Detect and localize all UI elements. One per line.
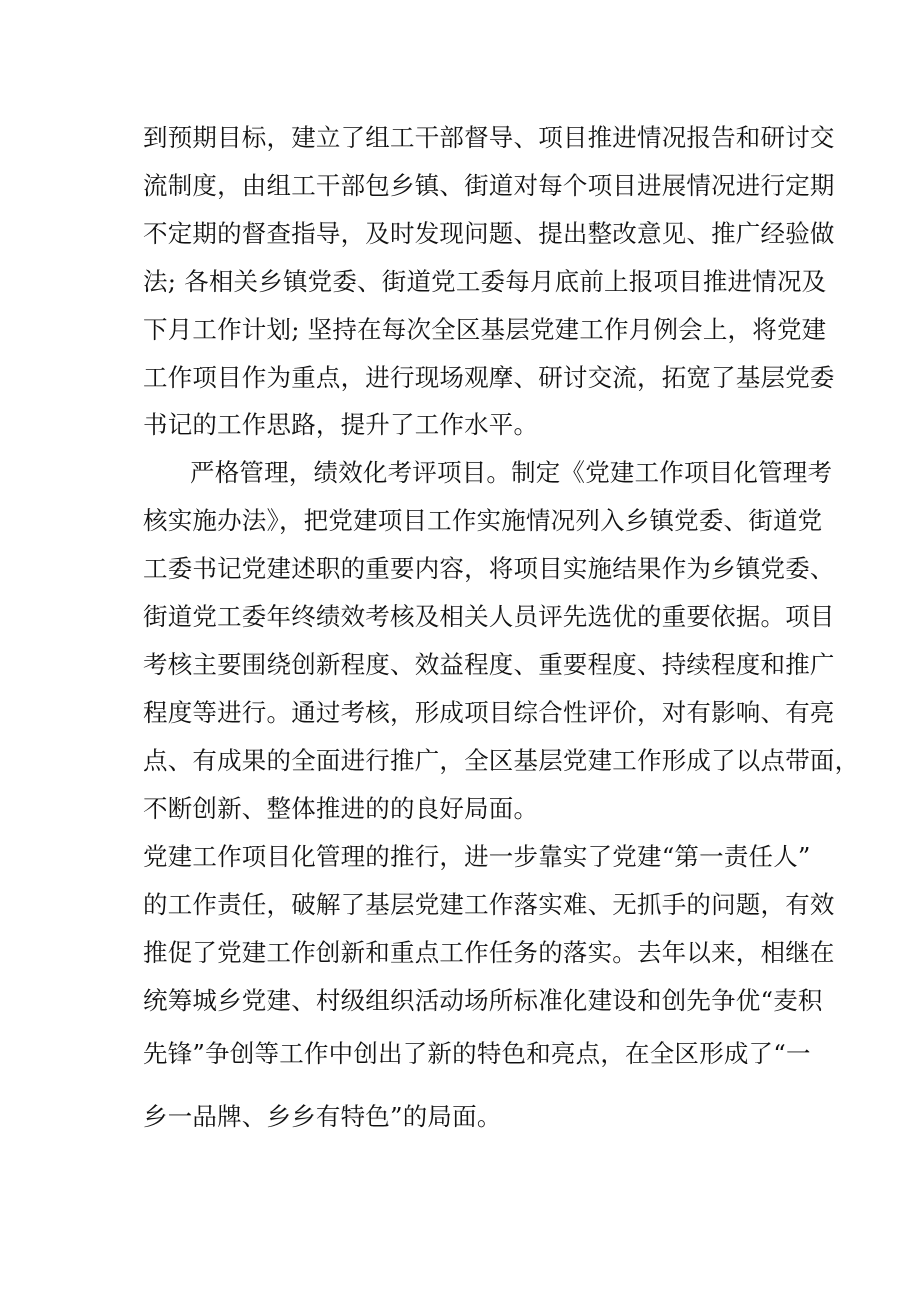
paragraph-2-line: 不断创新、整体推进的的良好局面。	[143, 794, 539, 823]
paragraph-2-line: 核实施办法》，把党建项目工作实施情况列入乡镇党委、街道党	[143, 506, 823, 535]
paragraph-1-line: 流制度，由组工干部包乡镇、街道对每个项目进展情况进行定期	[143, 171, 835, 200]
paragraph-3-line: 的工作责任，破解了基层党建工作落实难、无抓手的问题，有效	[143, 890, 835, 919]
paragraph-3-line: 推促了党建工作创新和重点工作任务的落实。去年以来，相继在	[143, 938, 835, 967]
paragraph-2-line: 严格管理，绩效化考评项目。制定《党建工作项目化管理考	[190, 458, 833, 487]
paragraph-3-line: 乡一品牌、乡乡有特色”的局面。	[143, 1102, 502, 1131]
paragraph-2-line: 考核主要围绕创新程度、效益程度、重要程度、持续程度和推广	[143, 650, 835, 679]
paragraph-1-line: 法; 各相关乡镇党委、街道党工委每月底前上报项目推进情况及	[143, 267, 827, 296]
paragraph-1-line: 工作项目作为重点，进行现场观摩、研讨交流，拓宽了基层党委	[143, 363, 835, 392]
paragraph-2-line: 程度等进行。通过考核，形成项目综合性评价，对有影响、有亮	[143, 698, 835, 727]
paragraph-2-line: 点、有成果的全面进行推广，全区基层党建工作形成了以点带面，	[143, 746, 860, 775]
paragraph-2-line: 工委书记党建述职的重要内容，将项目实施结果作为乡镇党委、	[143, 554, 835, 583]
paragraph-1-line: 下月工作计划; 坚持在每次全区基层党建工作月例会上，将党建	[143, 315, 827, 344]
paragraph-1-line: 书记的工作思路，提升了工作水平。	[143, 410, 539, 439]
paragraph-2-line: 街道党工委年终绩效考核及相关人员评先选优的重要依据。项目	[143, 602, 835, 631]
paragraph-1-line: 不定期的督查指导，及时发现问题、提出整改意见、推广经验做	[143, 219, 835, 248]
paragraph-1-line: 到预期目标，建立了组工干部督导、项目推进情况报告和研讨交	[143, 123, 835, 152]
paragraph-3-line: 先锋”争创等工作中创出了新的特色和亮点，在全区形成了“一	[143, 1039, 811, 1068]
paragraph-3-line: 党建工作项目化管理的推行，进一步靠实了党建“第一责任人”	[143, 842, 811, 871]
paragraph-3-line: 统筹城乡党建、村级组织活动场所标准化建设和创先争优“麦积	[143, 986, 823, 1015]
